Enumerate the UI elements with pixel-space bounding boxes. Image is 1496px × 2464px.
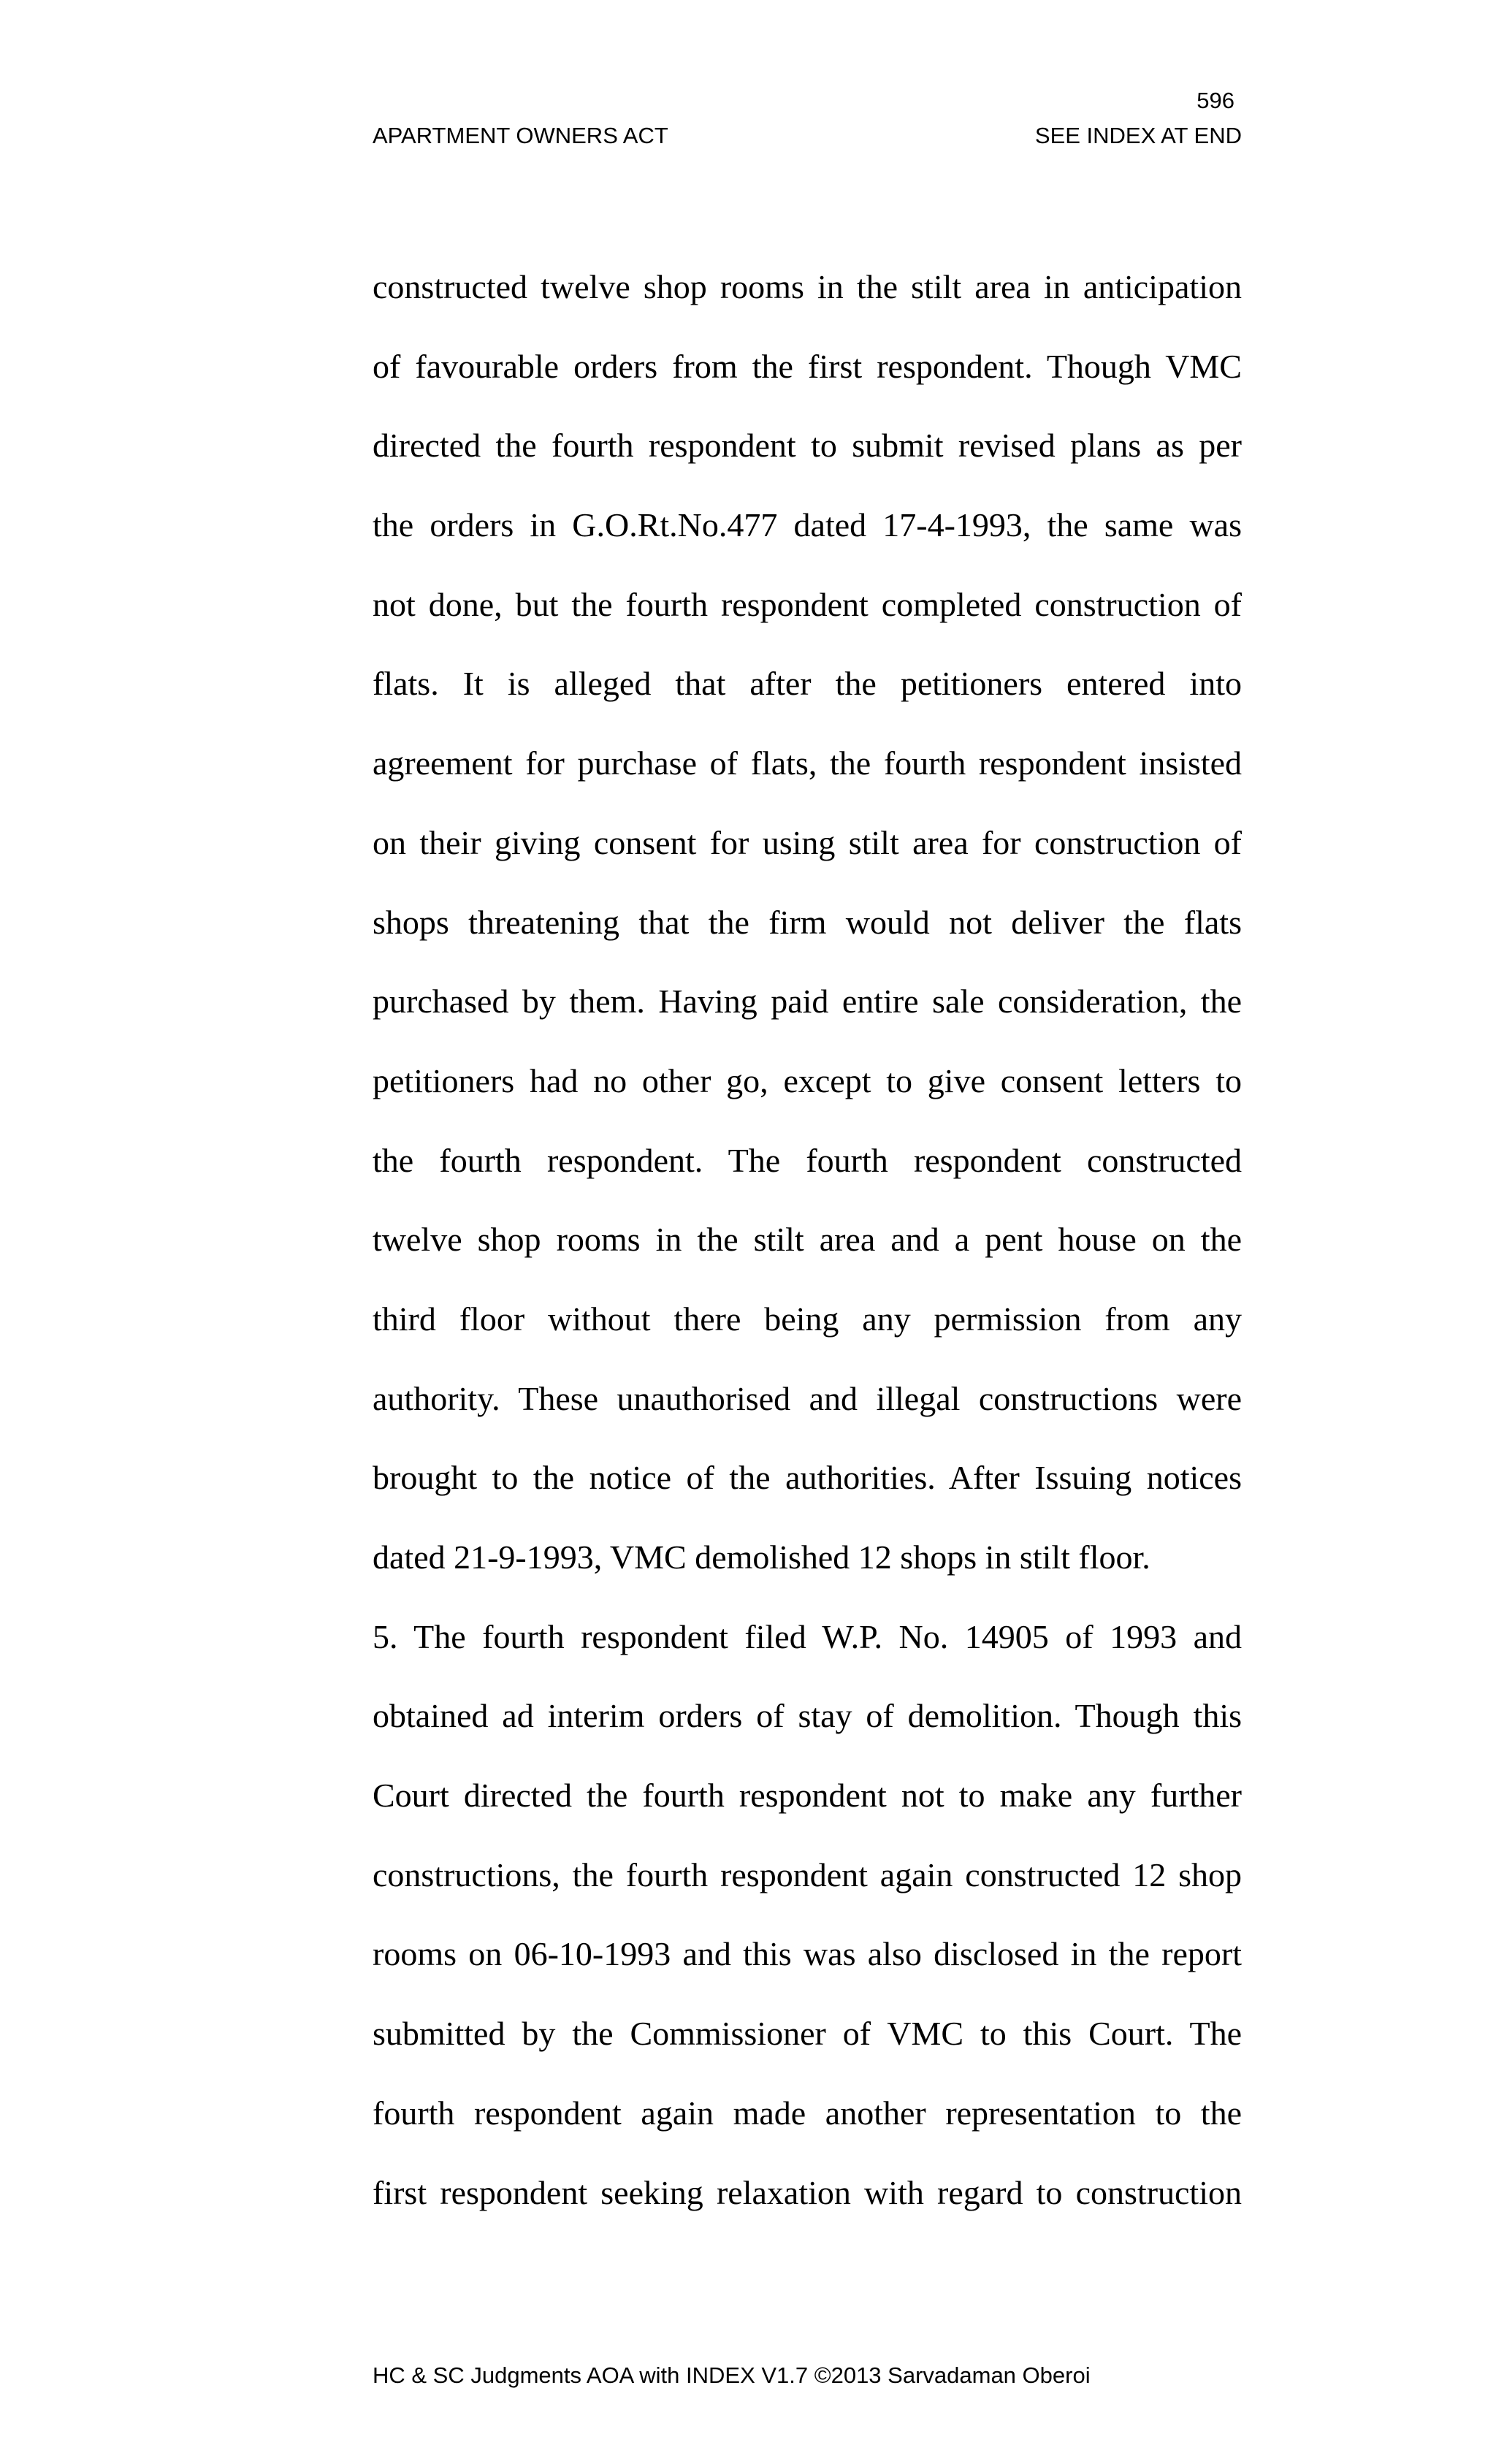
header-title: APARTMENT OWNERS ACT bbox=[373, 123, 668, 148]
text-line: dated 21-9-1993, VMC demolished 12 shops in stilt floor. bbox=[373, 1538, 1150, 1576]
footer-copyright: HC & SC Judgments AOA with INDEX V1.7 ©2013 Sarvadaman Oberoi bbox=[373, 2362, 1091, 2388]
text-line: on their giving consent for using stilt area for construction of bbox=[373, 823, 1242, 861]
text-line: first respondent seeking relaxation with regard to construction bbox=[373, 2173, 1242, 2211]
text-line: shops threatening that the firm would not deliver the flats bbox=[373, 903, 1242, 941]
page-number: 596 bbox=[1197, 88, 1234, 113]
text-line: brought to the notice of the authorities. After Issuing notices bbox=[373, 1459, 1242, 1497]
text-line: flats. It is alleged that after the petitioners entered into bbox=[373, 665, 1242, 703]
text-line: rooms on 06-10-1993 and this was also disclosed in the report bbox=[373, 1935, 1242, 1973]
header-index-note: SEE INDEX AT END bbox=[1034, 123, 1242, 148]
text-line: the orders in G.O.Rt.No.477 dated 17-4-1993, the same was bbox=[373, 506, 1242, 544]
text-line: the fourth respondent. The fourth respondent constructed bbox=[373, 1141, 1242, 1179]
text-line: authority. These unauthorised and illegal constructions were bbox=[373, 1379, 1242, 1417]
text-line: obtained ad interim orders of stay of demolition. Though this bbox=[373, 1697, 1242, 1735]
text-line: directed the fourth respondent to submit revised plans as per bbox=[373, 427, 1242, 465]
text-line: agreement for purchase of flats, the fourth respondent insisted bbox=[373, 744, 1242, 782]
text-line: purchased by them. Having paid entire sale consideration, the bbox=[373, 983, 1242, 1021]
text-line: not done, but the fourth respondent completed construction of bbox=[373, 585, 1242, 623]
text-line: of favourable orders from the first respondent. Though VMC bbox=[373, 347, 1242, 385]
text-line: fourth respondent again made another representation to the bbox=[373, 2094, 1242, 2132]
text-line: constructions, the fourth respondent again constructed 12 shop bbox=[373, 1855, 1242, 1893]
text-line: twelve shop rooms in the stilt area and a pent house on the bbox=[373, 1221, 1242, 1259]
text-line: 5. The fourth respondent filed W.P. No. 14905 of 1993 and bbox=[373, 1617, 1242, 1655]
text-line: submitted by the Commissioner of VMC to this Court. The bbox=[373, 2015, 1242, 2053]
text-line: petitioners had no other go, except to give consent letters to bbox=[373, 1061, 1242, 1099]
text-line: constructed twelve shop rooms in the stilt area in anticipation bbox=[373, 268, 1242, 305]
text-line: third floor without there being any permission from any bbox=[373, 1300, 1242, 1338]
body-text bbox=[373, 256, 1242, 2240]
text-line: Court directed the fourth respondent not to make any further bbox=[373, 1777, 1242, 1815]
